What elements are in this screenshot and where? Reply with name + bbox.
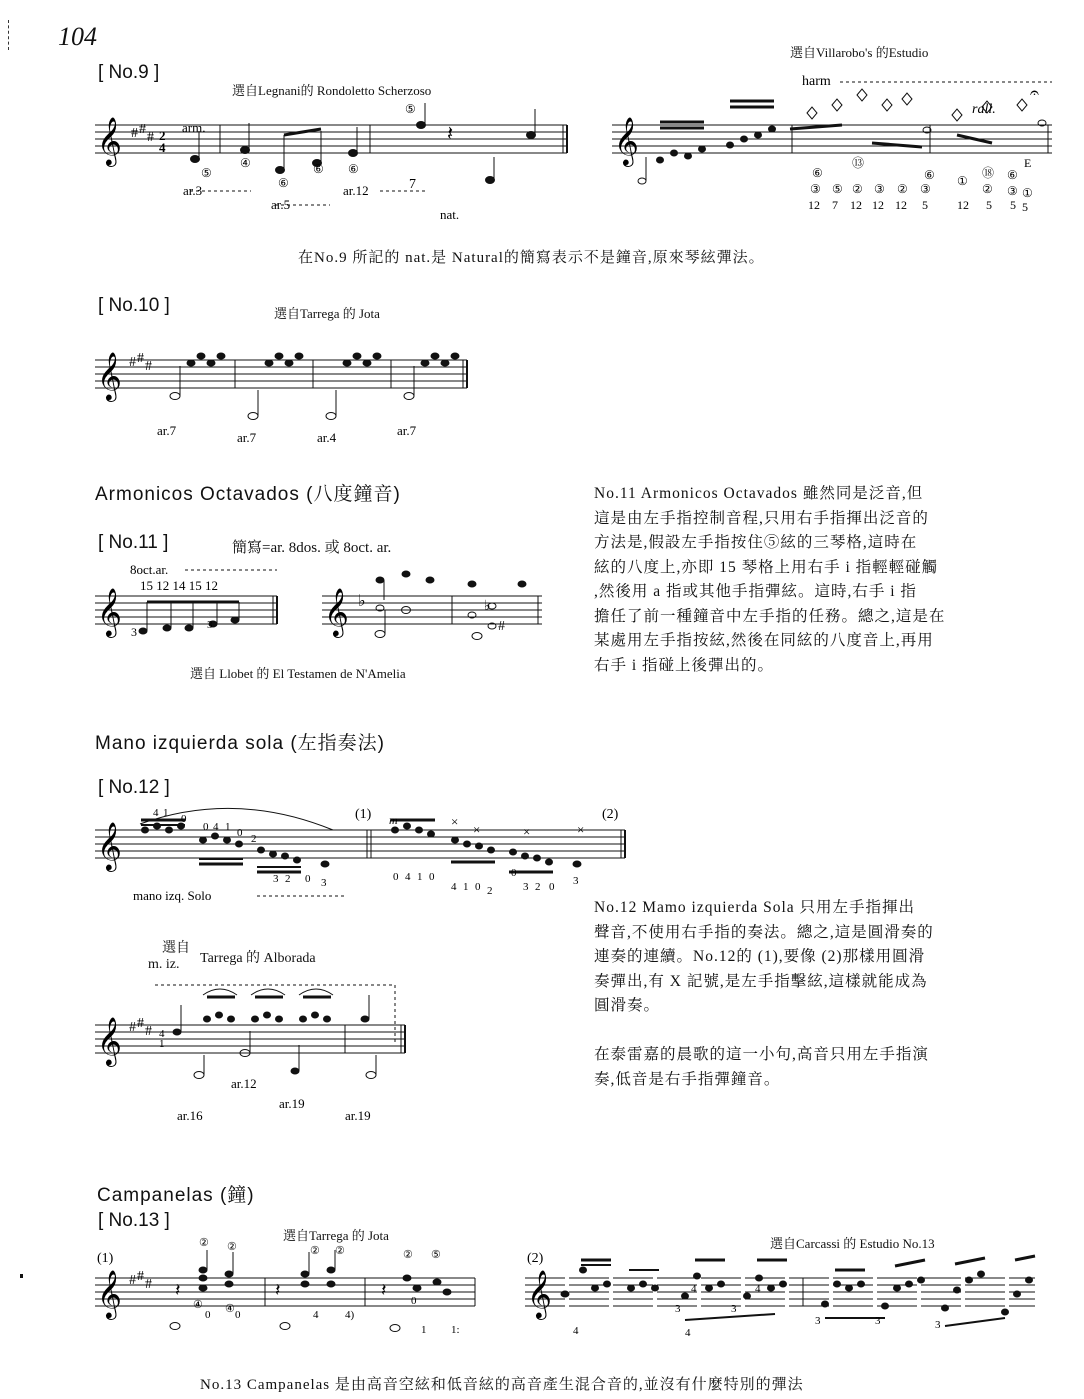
svg-text:⑱: ⑱ [982,166,995,180]
no11-para-line: 某處用左手指按絃,然後在同絃的八度音上,再用 [594,632,934,649]
svg-text:𝄞: 𝄞 [97,824,122,870]
svg-text:③: ③ [874,182,885,196]
svg-text:4: 4 [159,1028,165,1040]
svg-text:4: 4 [755,1283,761,1295]
svg-text:3: 3 [321,877,327,889]
svg-text:5: 5 [986,198,992,212]
margin-dot [20,1274,23,1278]
svg-text:3: 3 [875,1315,881,1327]
svg-text:#: # [137,351,144,366]
no11-para-line: ,然後用 a 指或其他手指彈絃。這時,右手 i 指 [594,583,917,600]
svg-text:E: E [1024,156,1032,170]
svg-text:3: 3 [935,1319,941,1331]
svg-text:1:: 1: [451,1324,460,1336]
no12-para-line: 聲音,不使用右手指的奏法。總之,這是圓滑奏的 [594,923,934,941]
svg-text:𝄐: 𝄐 [1030,85,1039,102]
no11-staff-right [322,570,552,660]
no10-label-2: ar.7 [237,430,257,445]
no12-staff [95,800,635,910]
alborada-para-line: 在泰雷嘉的晨歌的這一小句,高音只用左手指演 [594,1046,929,1063]
svg-text:0: 0 [203,821,209,833]
svg-text:1: 1 [159,1038,165,1050]
no13-staff-right [525,1238,1045,1338]
svg-text:3: 3 [523,881,529,893]
no12-mano-label: mano izq. Solo [133,888,212,903]
no12-miz-label: m. iz. [148,957,180,972]
svg-text:#: # [145,1024,152,1039]
svg-text:3: 3 [573,875,579,887]
svg-text:#: # [145,359,152,374]
no11-para-line: 擔任了前一種鐘音中左手指的任務。總之,這是在 [594,607,946,625]
svg-text:⑥: ⑥ [348,162,359,176]
svg-text:⑤: ⑤ [832,182,843,196]
svg-text:⑥: ⑥ [313,162,324,176]
no11-abbreviation: 簡寫=ar. 8dos. 或 8oct. ar. [232,540,392,556]
svg-text:5: 5 [1022,200,1028,214]
svg-text:𝄽: 𝄽 [381,1280,387,1300]
no13-staff-left [95,1238,485,1338]
no9-harm-label: harm [802,74,831,89]
no13-footer: No.13 Campanelas 是由高音空絃和低音絃的高音產生混合音的,並沒有什麼特別的彈法 [200,1377,804,1393]
svg-text:3: 3 [815,1315,821,1327]
svg-text:②: ② [227,1241,237,1253]
svg-text:④: ④ [240,156,251,170]
no10-source: 選自Tarrega 的 Jota [274,306,380,321]
no9-staff-right [612,55,1062,220]
svg-text:12: 12 [895,198,907,212]
svg-text:4: 4 [685,1327,691,1339]
svg-text:1: 1 [225,821,231,833]
svg-text:12: 12 [808,198,820,212]
svg-text:4): 4) [345,1309,355,1321]
svg-text:12: 12 [872,198,884,212]
no11-oct-label: 8oct.ar. [130,562,169,577]
no11-explanation [594,482,1054,678]
svg-text:⑥: ⑥ [278,176,289,190]
no11-source: 選自 Llobet 的 El Testamen de N'Amelia [190,666,406,681]
svg-text:③: ③ [1007,184,1018,198]
svg-text:3: 3 [131,625,137,639]
svg-text:2: 2 [535,881,541,893]
svg-text:𝄞: 𝄞 [324,590,349,636]
svg-text:×: × [523,824,531,839]
no12-alborada-staff [95,975,415,1125]
no12-para-line: 連奏的連續。No.12的 (1),要像 (2)那樣用圓滑 [594,948,926,965]
no13-source-right: 選自Carcassi 的 Estudio No.13 [770,1236,935,1251]
svg-text:0: 0 [549,881,555,893]
no12-alborada-label-1: ar.12 [231,1076,257,1091]
svg-text:0: 0 [475,881,481,893]
no11-frets: 15 12 14 15 12 [140,578,218,593]
svg-text:④: ④ [193,1299,203,1311]
svg-text:②: ② [403,1249,413,1261]
svg-text:0: 0 [305,873,311,885]
no10-tag: [ No.10 ] [98,295,170,316]
no11-staff-left [95,560,285,650]
svg-text:1: 1 [417,871,423,883]
svg-text:𝄽: 𝄽 [175,1280,181,1300]
svg-text:0: 0 [235,1309,241,1321]
no12-para-line: 圓滑奏。 [594,997,661,1014]
no12-alborada-label-2: ar.16 [177,1108,203,1123]
no9-nat-label: nat. [440,207,460,222]
svg-text:𝄞: 𝄞 [97,1019,122,1065]
svg-text:4: 4 [153,807,159,819]
svg-text:#: # [137,1269,144,1284]
svg-text:1: 1 [163,807,169,819]
no10-label-3: ar.4 [317,430,337,445]
svg-text:5: 5 [922,198,928,212]
svg-text:4: 4 [573,1325,579,1337]
no9-arm-label: arm. [182,120,206,135]
svg-text:②: ② [335,1245,345,1257]
no9-ar12-label: ar.12 [343,183,369,198]
svg-text:m: m [389,813,398,827]
svg-text:5: 5 [1010,198,1016,212]
alborada-explanation [594,1043,1054,1092]
no11-para-line: 方法是,假設左手指按住⑤絃的三琴格,這時在 [594,534,918,551]
svg-text:4: 4 [313,1309,319,1321]
no9-seven-label: 7 [409,177,416,192]
svg-text:⑥: ⑥ [924,168,935,182]
svg-text:0: 0 [205,1309,211,1321]
svg-text:12: 12 [957,198,969,212]
svg-text:𝄞: 𝄞 [614,119,639,165]
no11-para-line: 右手 i 指碰上後彈出的。 [594,656,775,674]
svg-text:0: 0 [181,813,187,825]
no11-para-line: 這是由左手指控制音程,只用右手指揮出泛音的 [594,509,929,527]
svg-text:×: × [577,822,585,837]
no13-tag: [ No.13 ] [98,1210,170,1231]
svg-text:⑤: ⑤ [405,102,416,116]
no13-mark-2: (2) [527,1251,544,1266]
no12-source-prefix: 選自 [162,941,190,956]
svg-text:#: # [145,1277,152,1292]
svg-text:②: ② [897,182,908,196]
svg-text:②: ② [982,182,993,196]
svg-text:𝄽: 𝄽 [447,123,454,145]
svg-text:𝄞: 𝄞 [527,1272,552,1318]
svg-text:𝄞: 𝄞 [97,590,122,636]
no11-tag: [ No.11 ] [98,532,169,553]
svg-text:3: 3 [273,873,279,885]
no10-label-4: ar.7 [397,423,417,438]
no12-mark-2: (2) [602,807,619,822]
svg-text:0: 0 [511,867,517,879]
svg-text:3: 3 [731,1303,737,1315]
no12-explanation [594,896,1054,1019]
svg-text:2: 2 [285,873,291,885]
svg-text:0: 0 [393,871,399,883]
svg-text:②: ② [310,1245,320,1257]
no13-source-left: 選自Tarrega 的 Jota [283,1228,389,1243]
no11-para-line: No.11 Armonicos Octavados 雖然同是泛音,但 [594,485,924,502]
svg-text:12: 12 [850,198,862,212]
svg-text:0: 0 [237,827,243,839]
svg-text:⑬: ⑬ [852,156,865,170]
mano-heading: Mano izquierda sola (左指奏法) [95,733,385,754]
no12-para-line: 奏彈出,有 X 記號,是左手指擊絃,這樣就能成為 [594,972,928,990]
no12-mark-1: (1) [355,807,372,822]
svg-text:②: ② [852,182,863,196]
page-margin-mark [8,20,10,50]
no10-label-1: ar.7 [157,423,177,438]
svg-text:2: 2 [487,885,493,897]
svg-text:⑥: ⑥ [1007,168,1018,182]
svg-text:⑥: ⑥ [812,166,823,180]
svg-text:2: 2 [159,128,166,143]
svg-text:𝄽: 𝄽 [275,1280,281,1300]
no9-ar5-label: ar.5 [271,197,291,212]
svg-text:#: # [147,130,154,145]
svg-text:③: ③ [920,182,931,196]
no11-para-line: 絃的八度上,亦即 15 琴格上用右手 i 指輕輕碰觸 [594,558,939,576]
svg-text:#: # [129,1273,136,1288]
svg-text:①: ① [1022,186,1033,200]
svg-text:♭: ♭ [484,599,491,614]
svg-text:①: ① [957,174,968,188]
svg-text:3: 3 [207,619,213,631]
no12-tag: [ No.12 ] [98,777,170,798]
svg-text:#: # [131,126,138,141]
svg-text:3: 3 [675,1303,681,1315]
svg-text:0: 0 [411,1295,417,1307]
no9-source-right: 選自Villarobo's 的Estudio [790,45,929,60]
svg-text:7: 7 [832,198,838,212]
svg-text:𝄞: 𝄞 [97,119,122,165]
svg-text:𝄞: 𝄞 [97,354,122,400]
svg-text:③: ③ [810,182,821,196]
svg-text:𝄞: 𝄞 [97,1272,122,1318]
octavados-heading: Armonicos Octavados (八度鐘音) [95,484,401,505]
no9-rall-label: rall. [972,102,996,117]
no9-staff-left [95,95,575,225]
svg-text:×: × [451,814,459,829]
svg-text:#: # [498,619,505,634]
svg-text:4: 4 [691,1283,697,1295]
svg-text:⑤: ⑤ [201,166,212,180]
no12-alborada-label-3: ar.19 [279,1096,305,1111]
svg-text:4: 4 [159,140,166,155]
no9-source-left: 選自Legnani的 Rondoletto Scherzoso [232,83,432,98]
alborada-para-line: 奏,低音是右手指彈鐘音。 [594,1070,781,1088]
no9-tag: [ No.9 ] [98,62,160,83]
svg-text:#: # [139,122,146,137]
no9-caption: 在No.9 所記的 nat.是 Natural的簡寫表示不是鐘音,原來琴絃彈法。 [298,250,765,266]
svg-text:4: 4 [451,881,457,893]
svg-text:2: 2 [251,833,257,845]
no9-ar3-label: ar.3 [183,183,203,198]
svg-text:×: × [473,822,481,837]
svg-text:②: ② [199,1237,209,1249]
svg-text:♭: ♭ [358,593,366,610]
svg-text:#: # [129,355,136,370]
svg-text:④: ④ [225,1303,235,1315]
svg-text:#: # [129,1020,136,1035]
svg-text:⑤: ⑤ [431,1249,441,1261]
no12-alborada-label-4: ar.19 [345,1108,371,1123]
campanelas-heading: Campanelas (鐘) [97,1185,255,1206]
no12-para-line: No.12 Mamo izquierda Sola 只用左手指揮出 [594,899,916,916]
no12-source: Tarrega 的 Alborada [200,951,316,966]
svg-text:4: 4 [213,821,219,833]
page-number: 104 [58,22,97,51]
svg-text:1: 1 [421,1324,427,1336]
svg-text:#: # [137,1016,144,1031]
svg-text:0: 0 [429,871,435,883]
svg-text:4: 4 [405,871,411,883]
svg-text:1: 1 [463,881,469,893]
no10-staff [95,330,475,445]
no13-mark-1: (1) [97,1251,114,1266]
